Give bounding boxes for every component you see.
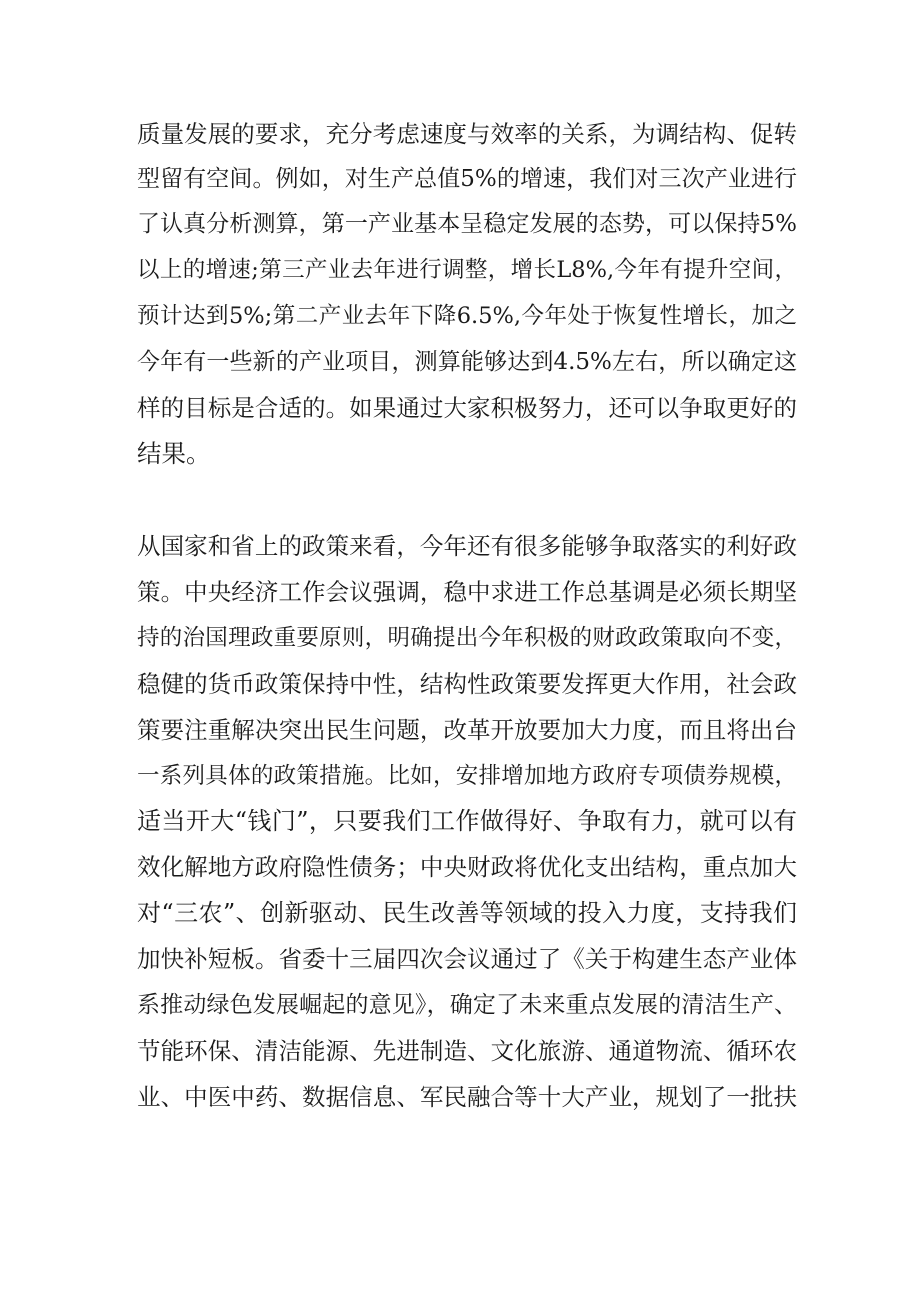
paragraph-line: 型留有空间。例如，对生产总值5%的增速，我们对三次产业进行 <box>137 166 797 192</box>
paragraph-line: 稳健的货币政策保持中性，结构性政策要发挥更大作用，社会政 <box>137 670 797 698</box>
paragraph-line: 适当开大“钱门”，只要我们工作做得好、争取有力，就可以有 <box>137 807 797 835</box>
paragraph-line: 今年有一些新的产业项目，测算能够达到4.5%左右，所以确定这 <box>137 349 797 375</box>
paragraph-line: 一系列具体的政策措施。比如，安排增加地方政府专项债券规模， <box>137 763 797 789</box>
paragraph-line: 策。中央经济工作会议强调，稳中求进工作总基调是必须长期坚 <box>137 578 797 606</box>
paragraph-line: 样的目标是合适的。如果通过大家积极努力，还可以争取更好的 <box>137 394 797 422</box>
paragraph-line: 节能环保、清洁能源、先进制造、文化旅游、通道物流、循环农 <box>137 1037 797 1065</box>
paragraph-line: 了认真分析测算，第一产业基本呈稳定发展的态势，可以保持5% <box>137 211 797 237</box>
paragraph-line: 持的治国理政重要原则，明确提出今年积极的财政政策取向不变， <box>137 625 797 651</box>
paragraph-line: 业、中医中药、数据信息、军民融合等十大产业，规划了一批扶 <box>137 1083 797 1111</box>
paragraph-line: 对“三农”、创新驱动、民生改善等领域的投入力度，支持我们 <box>137 899 797 927</box>
paragraph-line: 策要注重解决突出民生问题，改革开放要加大力度，而且将出台 <box>137 716 797 744</box>
paragraph-line: 预计达到5%;第二产业去年下降6.5%,今年处于恢复性增长，加之 <box>137 303 797 329</box>
paragraph-line: 效化解地方政府隐性债务；中央财政将优化支出结构，重点加大 <box>137 853 797 881</box>
paragraph-line: 质量发展的要求，充分考虑速度与效率的关系，为调结构、促转 <box>137 120 797 148</box>
paragraph-line: 加快补短板。省委十三届四次会议通过了《关于构建生态产业体 <box>137 945 797 973</box>
paragraph-line: 以上的增速;第三产业去年进行调整，增长L8%,今年有提升空间， <box>137 257 797 283</box>
paragraph-line: 结果。 <box>137 439 211 468</box>
paragraph-line: 从国家和省上的政策来看，今年还有很多能够争取落实的利好政 <box>137 532 797 560</box>
paragraph-line: 系推动绿色发展崛起的意见》，确定了未来重点发展的清洁生产、 <box>137 992 797 1018</box>
